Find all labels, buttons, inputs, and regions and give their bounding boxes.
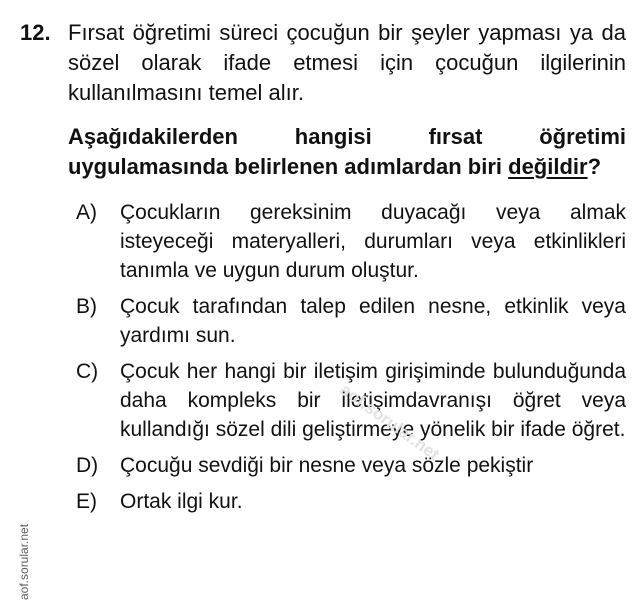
side-watermark: aof.sorular.net [17, 523, 31, 600]
question-block [20, 18, 626, 523]
option-text: Çocuk tarafından talep edilen nesne, etkinlik veya yardımı sun. [120, 295, 626, 347]
question-prompt [68, 122, 626, 182]
option-a[interactable] [20, 198, 626, 285]
option-text: Çocuk her hangi bir iletişim girişiminde bulunduğunda daha kompleks bir iletişimdavranışı öğret veya kullandığı sözel dili geliştirmeye yönelik bir ifade öğret. [120, 360, 626, 441]
option-text: Çocuğu sevdiği bir nesne veya sözle pekiştir [120, 454, 534, 477]
prompt-text: Aşağıdakilerden hangisi fırsat öğretimi uygulamasında belirlenen adımlardan biri [68, 124, 626, 179]
prompt-negative-word: değildir [508, 154, 588, 179]
option-letter: C) [76, 360, 99, 383]
question-number: 12. [20, 20, 51, 45]
option-text: Ortak ilgi kur. [120, 490, 243, 513]
option-letter: A) [76, 201, 97, 224]
option-letter: E) [76, 490, 97, 513]
question-stem: Fırsat öğretimi süreci çocuğun bir şeyler yapması ya da sözel olarak ifade etmesi için çocuğun ilgilerinin kullanılmasını temel alır. [68, 20, 626, 105]
prompt-question-mark: ? [587, 154, 602, 179]
option-c[interactable] [20, 357, 626, 444]
option-e[interactable] [20, 487, 626, 516]
option-d[interactable] [20, 451, 626, 480]
option-letter: D) [76, 454, 99, 477]
option-b[interactable] [20, 292, 626, 350]
watermark: aof.sorular.net [336, 380, 443, 465]
answer-options [20, 198, 626, 516]
option-letter: B) [76, 295, 97, 318]
option-text: Çocukların gereksinim duyacağı veya almak isteyeceği materyalleri, durumları veya etkinlikleri tanımla ve uygun durum oluştur. [120, 201, 626, 282]
